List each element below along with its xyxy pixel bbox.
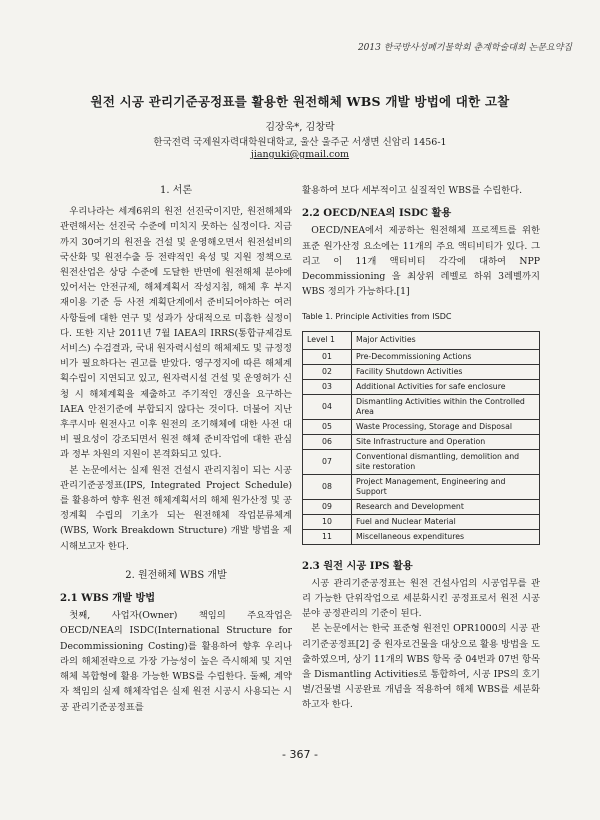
table-row [303, 499, 540, 514]
table-row [303, 364, 540, 379]
table-caption: Table 1. Principle Activities from ISDC [302, 312, 452, 322]
continued-paragraph: 활용하여 보다 세부적이고 실질적인 WBS를 수립한다. [302, 185, 523, 196]
row-activity: Site Infrastructure and Operation [352, 434, 540, 449]
row-level: 03 [303, 379, 352, 394]
row-level: 11 [303, 529, 352, 544]
table-row [303, 514, 540, 529]
paper-title: 원전 시공 관리기준공정표를 활용한 원전해체 WBS 개발 방법에 대한 고찰 [90, 94, 510, 109]
row-level: 09 [303, 499, 352, 514]
paper-email: jianguki@gmail.com [250, 149, 350, 160]
table-row [303, 349, 540, 364]
row-activity: Dismantling Activities within the Controlled Area [352, 394, 540, 419]
table-row [303, 474, 540, 499]
subsection-2-3-title: 2.3 원전 시공 IPS 활용 [302, 559, 413, 572]
row-activity: Facility Shutdown Activities [352, 364, 540, 379]
page-number: - 367 - [282, 748, 318, 761]
paper-authors: 김장욱*, 김창락 [265, 122, 335, 133]
subsection-2-2-title: 2.2 OECD/NEA의 ISDC 활용 [302, 207, 452, 220]
paper-affiliation: 한국전력 국제원자력대학원대학교, 울산 울주군 서생면 신암리 1456-1 [153, 137, 447, 148]
conference-header: 2013 한국방사성폐기물학회 춘계학술대회 논문요약집 [357, 43, 572, 53]
table-row [303, 394, 540, 419]
table-row [303, 449, 540, 474]
row-level: 08 [303, 474, 352, 499]
intro-paragraph-2: 본 논문에서는 실제 원전 건설시 관리지침이 되는 시공 관리기준공정표(IPS, Integrated Project Schedule)를 활용하여 향후 원전 해체계획서의 해체 원가산정 및 공정계획 수립의 기초가 되는 원전해체 작업분류체계(WBS, Work Breakdown Structure) 개발 방법을 제시해보고자 한다. [60, 464, 292, 552]
row-level: 01 [303, 349, 352, 364]
table-row [303, 529, 540, 544]
left-column [60, 183, 292, 715]
wbs-method-paragraph: 첫째, 사업자(Owner) 책임의 주요작업은 OECD/NEA의 ISDC(International Structure for Decommissioning Costing)를 활용하여 향후 우리나라의 해체전략으로 가장 가능성이 높은 즉시해체 및 지연해체 복합형에 활용 가능한 WBS를 수립한다. 둘째, 계약자 책임의 실제 해체작업은 실제 원전 시공시 사용되는 시공 관리기준공정표를 [60, 610, 292, 713]
row-level: 10 [303, 514, 352, 529]
row-activity: Pre-Decommissioning Actions [352, 349, 540, 364]
intro-paragraph-1: 우리나라는 세계6위의 원전 선진국이지만, 원전해체와 관련해서는 선진국 수준에 미치지 못하는 실정이다. 지금까지 30여기의 원전을 건설 및 운영해오면서 원전설비의 국산화 및 원전수출 등 전략적인 육성 및 지원 정책으로 원전산업은 상당 수준에 도달한 반면에 원전해체 분야에 있어서는 안전규제, 해체계획서 작성지침, 해체 후 부지 재이용 기준 등 사전 계획단계에서 준비되어야하는 여러 사항들에 대한 연구 및 성과가 상대적으로 미흡한 실정이다. 또한 지난 2011년 7월 IAEA의 IRRS(통합규제검토서비스) 수검결과, 국내 원자력시설의 해체제도 및 규정정비가 필요하다는 권고를 받았다. 영구정지에 따른 해체계획수립이 지연되고 있고, 원자력시설 건설 및 운영허가 신청 시 해체계획을 제출하고 주기적인 갱신을 요구하는 IAEA 안전기준에 부합되지 않다는 것이다. 더불어 지난 후쿠시마 원전사고 이후 원전의 조기해체에 대한 사전 대비 필요성이 강조되면서 원전 해체 준비작업에 대한 관심과 정부 차원의 지원이 본격화되고 있다. [60, 206, 292, 461]
table-header-row [303, 331, 540, 349]
table-header-activities: Major Activities [352, 331, 540, 349]
ips-paragraph-1: 시공 관리기준공정표는 원전 건설사업의 시공업무를 관리 가능한 단위작업으로 세분화시킨 공정표로서 원전 시공분야 공정관리의 기준이 된다. [302, 577, 540, 620]
section-introduction-title: 1. 서론 [159, 185, 193, 196]
row-level: 07 [303, 449, 352, 474]
row-activity: Project Management, Engineering and Support [352, 474, 540, 499]
row-level: 06 [303, 434, 352, 449]
isdc-paragraph: OECD/NEA에서 제공하는 원전해체 프로젝트를 위한 표준 원가산정 요소에는 11개의 주요 액티비티가 있다. 그리고 이 11개 액티비티 각각에 대하여 NPP Decommissioning 을 최상위 레벨로 하위 3레벨까지 WBS 정의가 가능하다.[1] [302, 225, 540, 298]
isdc-activities-table [302, 331, 540, 545]
right-column [302, 183, 540, 713]
row-activity: Miscellaneous expenditures [352, 529, 540, 544]
table-header-level: Level 1 [303, 331, 352, 349]
subsection-2-1-title: 2.1 WBS 개발 방법 [60, 592, 156, 605]
row-activity: Fuel and Nuclear Material [352, 514, 540, 529]
row-activity: Conventional dismantling, demolition and site restoration [352, 449, 540, 474]
row-activity: Waste Processing, Storage and Disposal [352, 419, 540, 434]
row-level: 04 [303, 394, 352, 419]
row-level: 05 [303, 419, 352, 434]
row-activity: Additional Activities for safe enclosure [352, 379, 540, 394]
table-row [303, 434, 540, 449]
table-row [303, 379, 540, 394]
ips-paragraph-2: 본 논문에서는 한국 표준형 원전인 OPR1000의 시공 관리기준공정표[2] 중 원자로건물을 대상으로 활용 방법을 도출하였으며, 상기 11개의 WBS 항목 중 04번과 07번 항목을 Dismantling Activities로 통합하여, 시공 IPS의 호기별/건물별 시공완료 개념을 적용하여 해체 WBS를 세분화하고자 한다. [302, 623, 540, 711]
section-wbs-title: 2. 원전해체 WBS 개발 [125, 569, 227, 581]
row-activity: Research and Development [352, 499, 540, 514]
table-row [303, 419, 540, 434]
row-level: 02 [303, 364, 352, 379]
